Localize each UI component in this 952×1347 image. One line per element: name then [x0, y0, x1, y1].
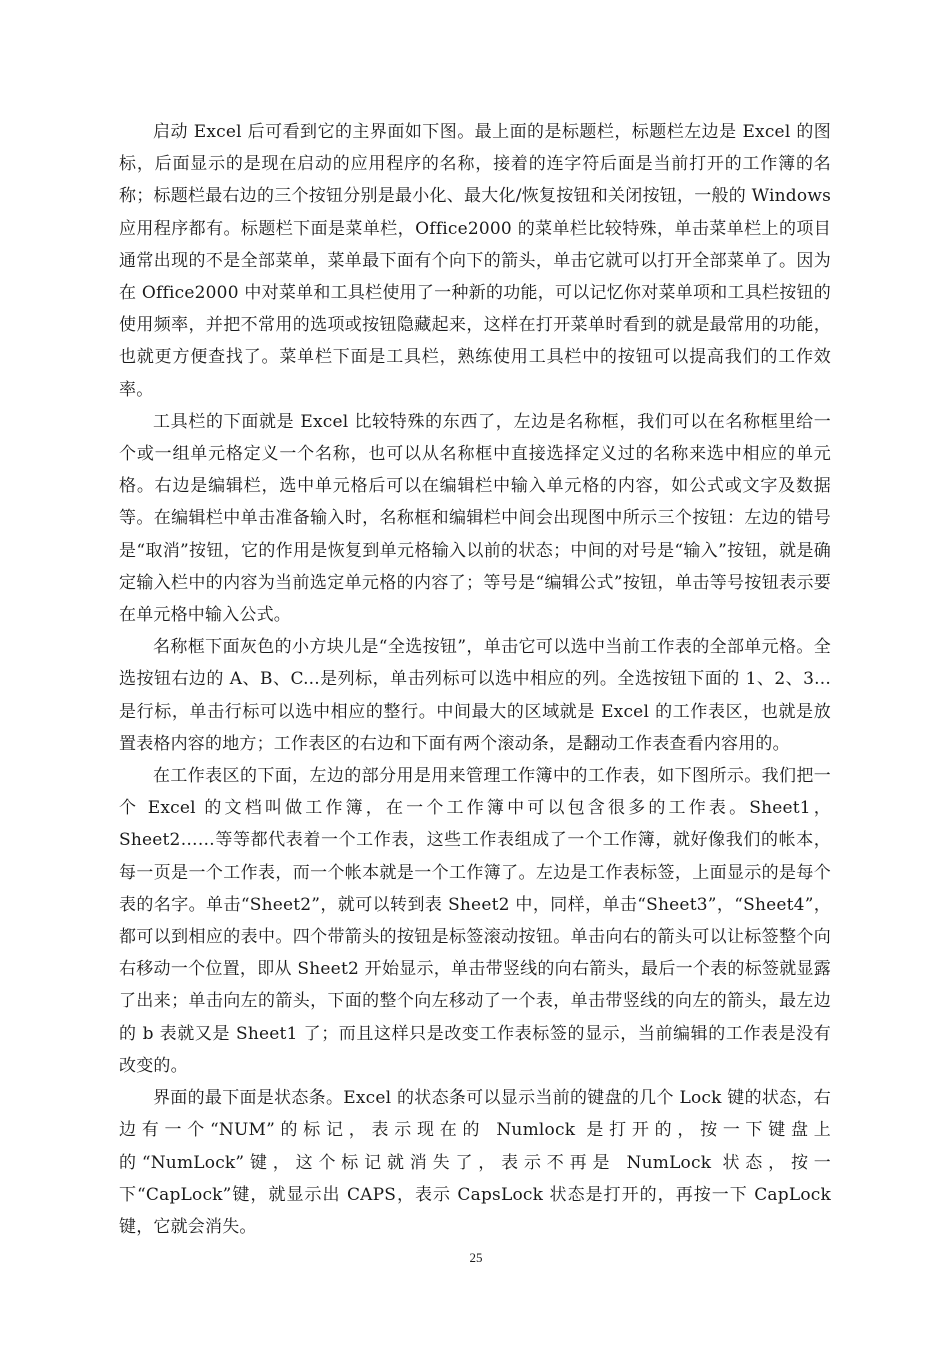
body-text: [119, 116, 831, 1243]
paragraph-status-bar: 界面的最下面是状态条。Excel 的状态条可以显示当前的键盘的几个 Lock 键的状态，右边有一个“NUM”的标记，表示现在的 Numlock 是打开的，按一下键盘上的“NumLock”键，这个标记就消失了，表示不再是 NumLock 状态，按一下“CapLock”键，就显示出 CAPS，表示 CapsLock 状态是打开的，再按一下 CapLock 键，它就会消失。: [119, 1088, 831, 1237]
page-number: 25: [469, 1250, 483, 1265]
paragraph-title-bar: 启动 Excel 后可看到它的主界面如下图。最上面的是标题栏，标题栏左边是 Excel 的图标，后面显示的是现在启动的应用程序的名称，接着的连字符后面是当前打开的工作簿的名称；标题栏最右边的三个按钮分别是最小化、最大化/恢复按钮和关闭按钮，一般的 Windows 应用程序都有。标题栏下面是菜单栏，Office2000 的菜单栏比较特殊，单击菜单栏上的项目通常出现的不是全部菜单，菜单最下面有个向下的箭头，单击它就可以打开全部菜单了。因为在 Office2000 中对菜单和工具栏使用了一种新的功能，可以记忆你对菜单项和工具栏按钮的使用频率，并把不常用的选项或按钮隐藏起来，这样在打开菜单时看到的就是最常用的功能，也就更方便查找了。菜单栏下面是工具栏，熟练使用工具栏中的按钮可以提高我们的工作效率。: [119, 122, 831, 400]
paragraph-name-box: 工具栏的下面就是 Excel 比较特殊的东西了，左边是名称框，我们可以在名称框里给一个或一组单元格定义一个名称，也可以从名称框中直接选择定义过的名称来选中相应的单元格。右边是编辑栏，选中单元格后可以在编辑栏中输入单元格的内容，如公式或文字及数据等。在编辑栏中单击准备输入时，名称框和编辑栏中间会出现图中所示三个按钮：左边的错号是“取消”按钮，它的作用是恢复到单元格输入以前的状态；中间的对号是“输入”按钮，就是确定输入栏中的内容为当前选定单元格的内容了；等号是“编辑公式”按钮，单击等号按钮表示要在单元格中输入公式。: [119, 411, 831, 626]
paragraph-sheet-tabs: 在工作表区的下面，左边的部分用是用来管理工作簿中的工作表，如下图所示。我们把一个 Excel 的文档叫做工作簿，在一个工作簿中可以包含很多的工作表。Sheet1，Sheet2……等等都代表着一个工作表，这些工作表组成了一个工作簿，就好像我们的帐本，每一页是一个工作表，而一个帐本就是一个工作簿了。左边是工作表标签，上面显示的是每个表的名字。单击“Sheet2”，就可以转到表 Sheet2 中，同样，单击“Sheet3”，“Sheet4”，都可以到相应的表中。四个带箭头的按钮是标签滚动按钮。单击向右的箭头可以让标签整个向右移动一个位置，即从 Sheet2 开始显示，单击带竖线的向右箭头，最后一个表的标签就显露了出来；单击向左的箭头，下面的整个向左移动了一个表，单击带竖线的向左的箭头，最左边的 b 表就又是 Sheet1 了；而且这样只是改变工作表标签的显示，当前编辑的工作表是没有改变的。: [119, 766, 831, 1076]
paragraph-select-all: 名称框下面灰色的小方块儿是“全选按钮”，单击它可以选中当前工作表的全部单元格。全选按钮右边的 A、B、C...是列标，单击列标可以选中相应的列。全选按钮下面的 1、2、3...是行标，单击行标可以选中相应的整行。中间最大的区域就是 Excel 的工作表区，也就是放置表格内容的地方；工作表区的右边和下面有两个滚动条，是翻动工作表查看内容用的。: [119, 637, 831, 754]
